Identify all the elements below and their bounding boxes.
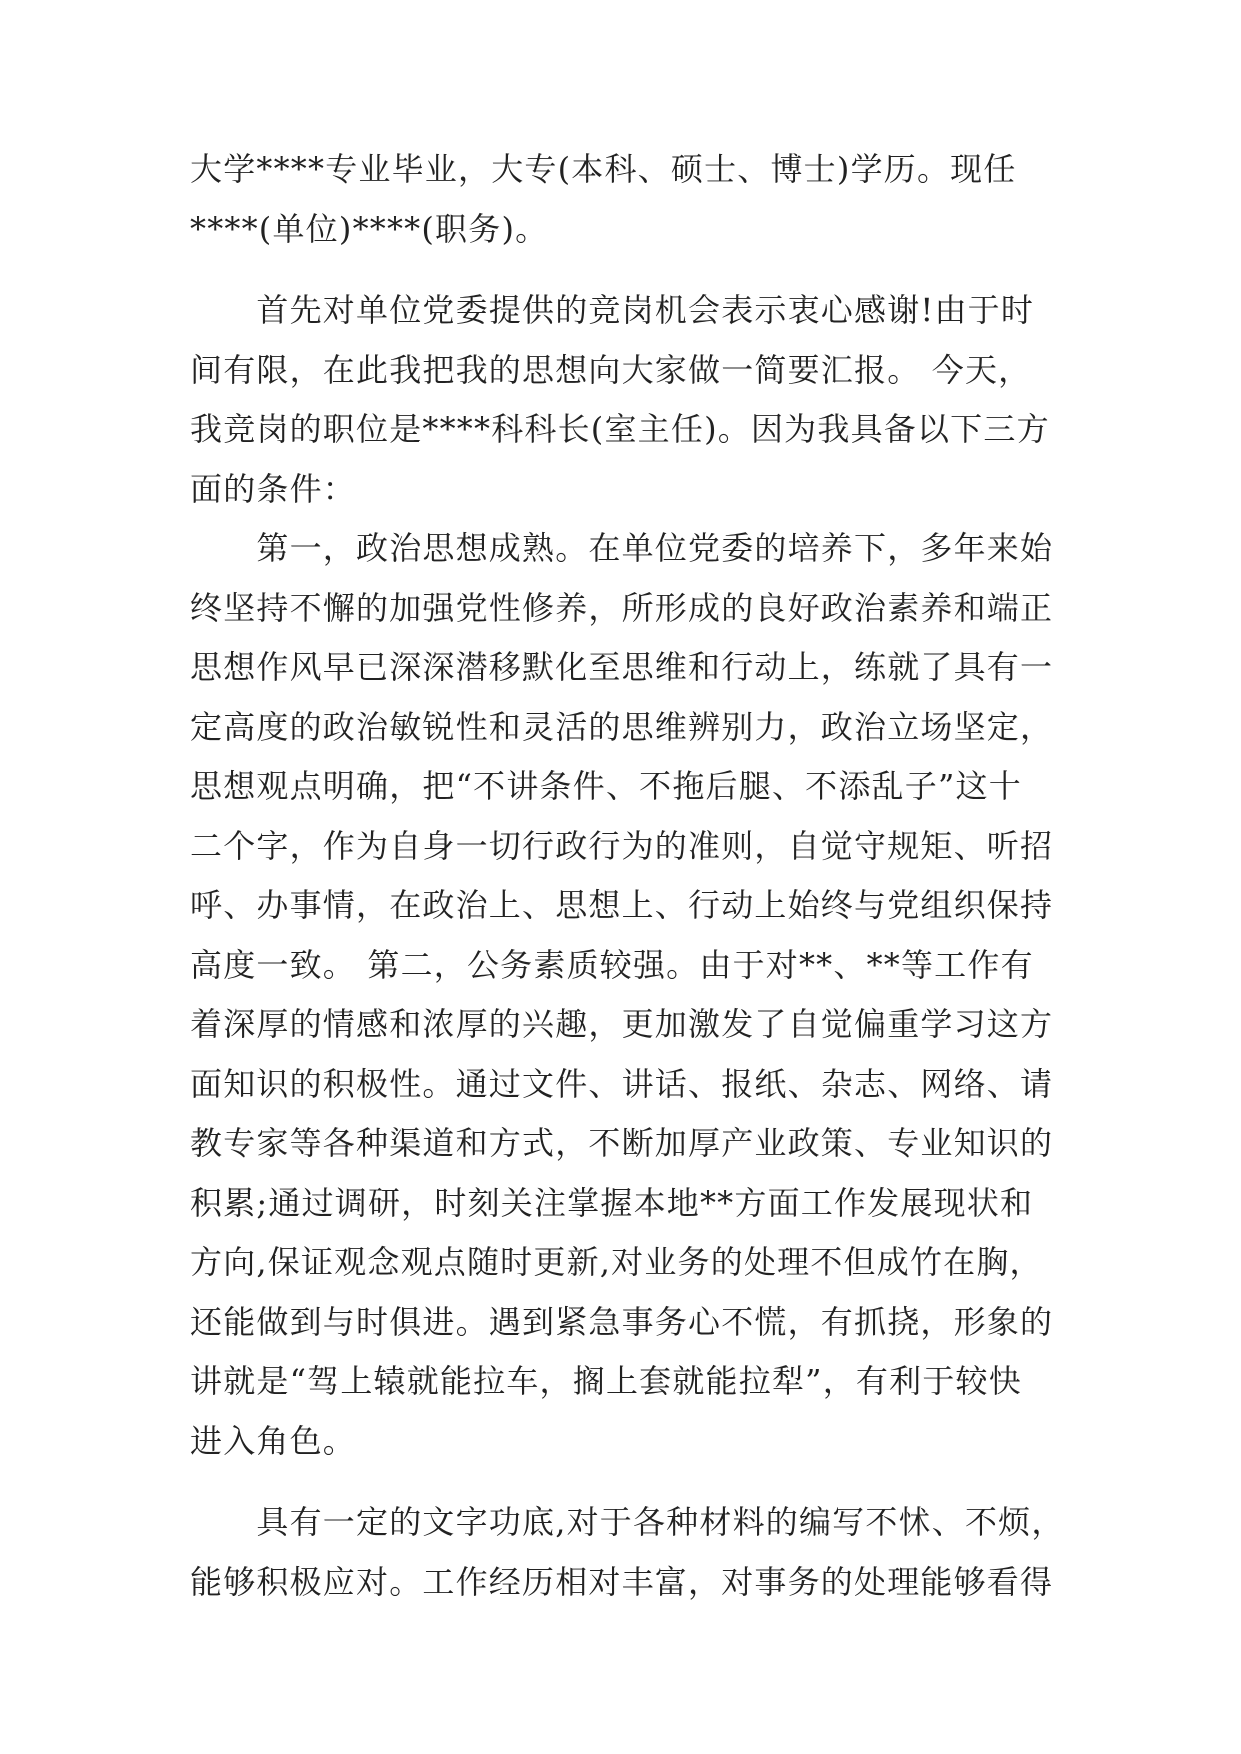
document-body — [190, 140, 1065, 1612]
text-line: 积累;通过调研，时刻关注掌握本地**方面工作发展现状和 — [190, 1183, 1034, 1222]
text-line: 思想作风早已深深潜移默化至思维和行动上，练就了具有一 — [190, 648, 1054, 686]
text-line: ****(单位)****(职务)。 — [190, 209, 549, 248]
text-line: 还能做到与时俱进。遇到紧急事务心不慌，有抓挠，形象的 — [190, 1302, 1054, 1341]
text-line: 定高度的政治敏锐性和灵活的思维辨别力，政治立场坚定， — [190, 707, 1054, 746]
text-line: 思想观点明确，把“不讲条件、不拖后腿、不添乱子”这十 — [190, 767, 1022, 805]
text-line: 终坚持不懈的加强党性修养，所形成的良好政治素养和端正 — [190, 588, 1054, 627]
text-line: 面的条件： — [190, 469, 357, 508]
text-line: 呼、办事情，在政治上、思想上、行动上始终与党组织保持 — [190, 886, 1054, 924]
text-line: 讲就是“驾上辕就能拉车，搁上套就能拉犁”，有利于较快 — [190, 1362, 1022, 1400]
text-line: 面知识的积极性。通过文件、讲话、报纸、杂志、网络、请 — [190, 1064, 1054, 1103]
text-line: 方向,保证观念观点随时更新,对业务的处理不但成竹在胸， — [190, 1243, 1043, 1281]
text-line: 间有限，在此我把我的思想向大家做一简要汇报。 今天， — [190, 350, 1032, 389]
text-line: 着深厚的情感和浓厚的兴趣，更加激发了自觉偏重学习这方 — [190, 1005, 1054, 1043]
text-line: 具有一定的文字功底,对于各种材料的编写不怵、不烦， — [190, 1503, 1065, 1541]
text-line: 高度一致。 第二，公务素质较强。由于对**、**等工作有 — [190, 945, 1034, 984]
text-line: 二个字，作为自身一切行政行为的准则，自觉守规矩、听招 — [190, 826, 1054, 865]
text-line: 我竞岗的职位是****科科长(室主任)。因为我具备以下三方 — [190, 410, 1050, 448]
text-line: 进入角色。 — [190, 1421, 357, 1460]
text-line: 首先对单位党委提供的竞岗机会表示衷心感谢!由于时 — [190, 291, 1035, 329]
text-line: 教专家等各种渠道和方式，不断加厚产业政策、专业知识的 — [190, 1124, 1054, 1162]
text-line: 第一，政治思想成熟。在单位党委的培养下，多年来始 — [190, 529, 1054, 567]
text-line: 大学****专业毕业，大专(本科、硕士、博士)学历。现任 — [190, 150, 1017, 188]
text-line: 能够积极应对。工作经历相对丰富，对事务的处理能够看得 — [190, 1562, 1054, 1601]
